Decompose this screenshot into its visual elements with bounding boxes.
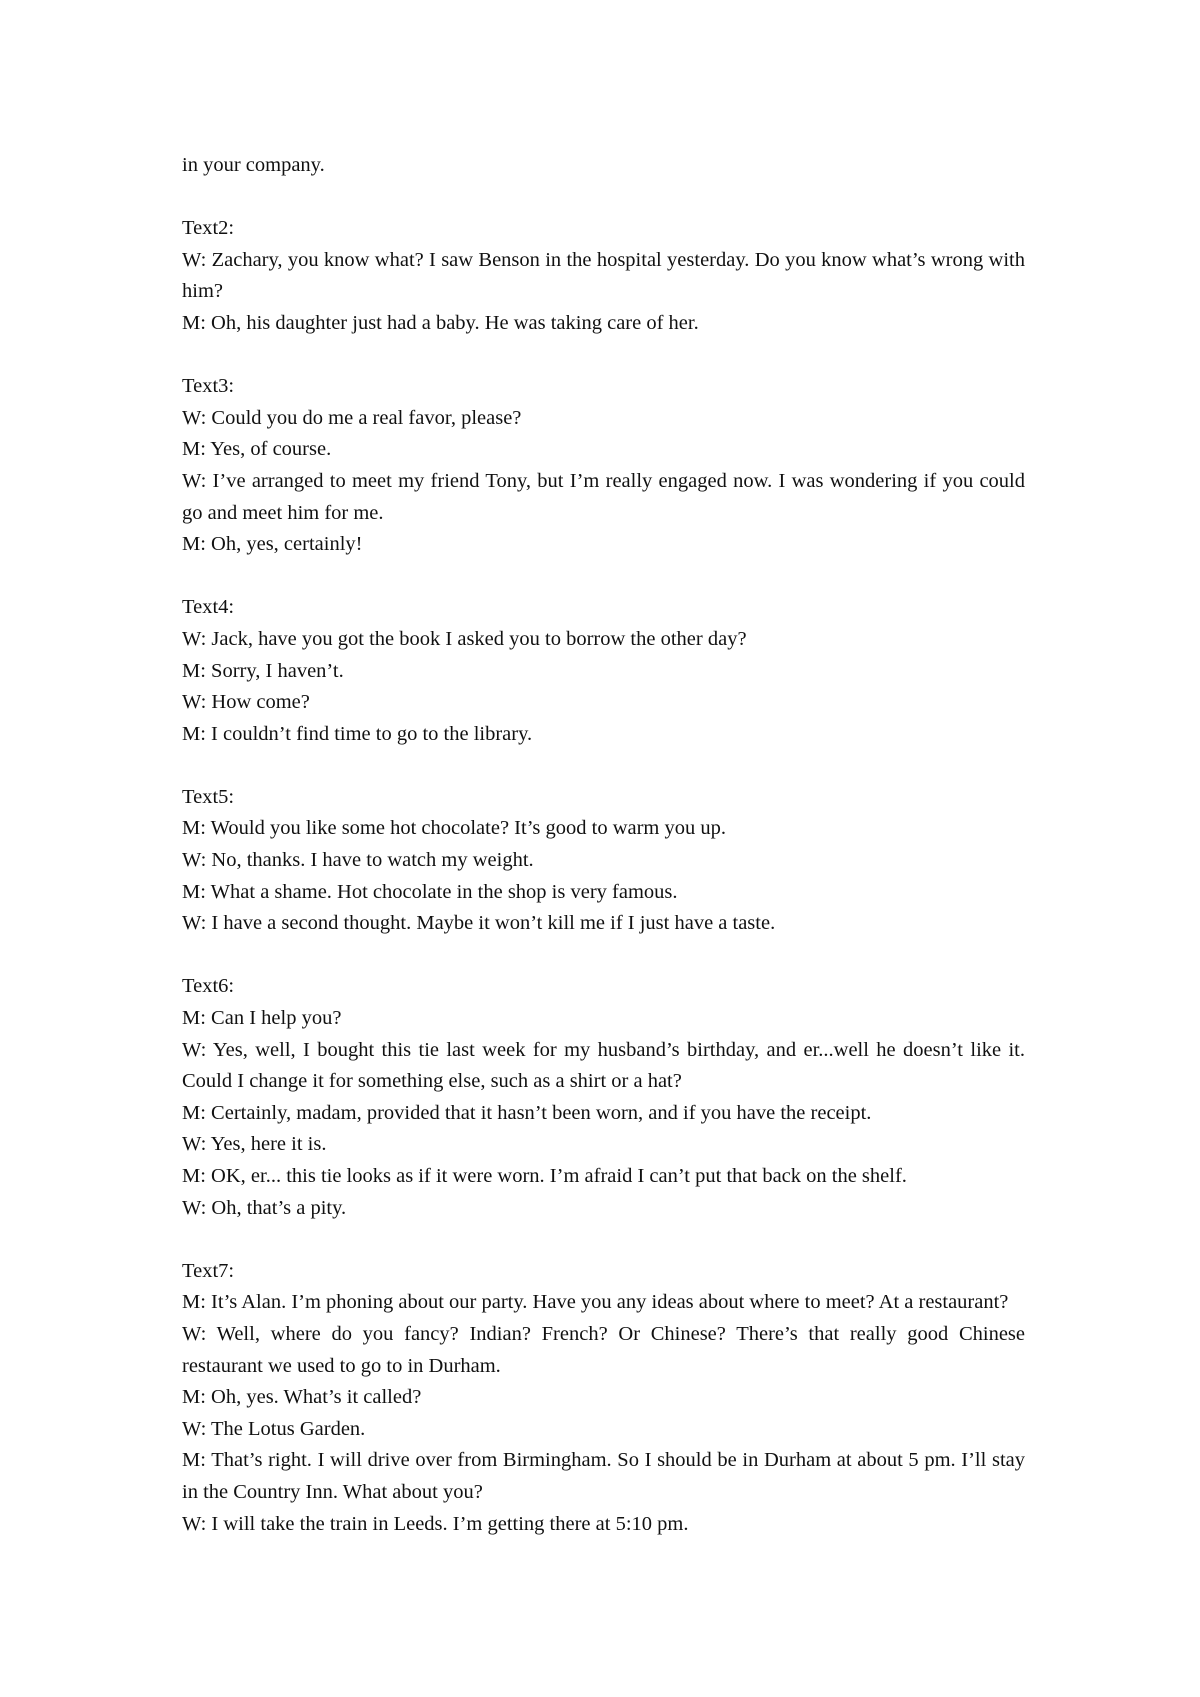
dialogue-line: M: It’s Alan. I’m phoning about our party. Have you any ideas about where to meet? At a restaurant? <box>182 1291 1009 1314</box>
dialogue-line: M: Can I help you? <box>182 1007 342 1030</box>
dialogue-line: M: Oh, yes, certainly! <box>182 533 363 556</box>
dialogue-line: M: What a shame. Hot chocolate in the shop is very famous. <box>182 880 678 903</box>
section-text6 <box>182 971 1025 1224</box>
section-text7 <box>182 1256 1025 1540</box>
section-heading: Text3: <box>182 375 235 398</box>
document-page <box>182 150 1025 1540</box>
dialogue-line: W: The Lotus Garden. <box>182 1417 366 1440</box>
dialogue-line: W: Zachary, you know what? I saw Benson in the hospital yesterday. Do you know what’s wrong with him? <box>182 248 1025 303</box>
dialogue-line: M: Would you like some hot chocolate? It’s good to warm you up. <box>182 817 726 840</box>
dialogue-line: W: I’ve arranged to meet my friend Tony, but I’m really engaged now. I was wondering if you could go and meet him for me. <box>182 469 1025 524</box>
dialogue-line: M: That’s right. I will drive over from Birmingham. So I should be in Durham at about 5 pm. I’ll stay in the Country Inn. What about you? <box>182 1449 1025 1503</box>
dialogue-line: W: Jack, have you got the book I asked you to borrow the other day? <box>182 627 747 650</box>
section-heading: Text6: <box>182 975 235 998</box>
section-heading: Text7: <box>182 1259 235 1282</box>
dialogue-line: M: Oh, his daughter just had a baby. He was taking care of her. <box>182 311 699 334</box>
dialogue-line: W: Oh, that’s a pity. <box>182 1196 347 1219</box>
section-heading: Text4: <box>182 596 235 619</box>
section-heading: Text5: <box>182 785 235 808</box>
section-heading: Text2: <box>182 217 235 240</box>
dialogue-line: M: Oh, yes. What’s it called? <box>182 1386 422 1409</box>
dialogue-line: M: Yes, of course. <box>182 438 332 461</box>
dialogue-line: W: How come? <box>182 691 310 714</box>
dialogue-line: W: Yes, well, I bought this tie last week for my husband’s birthday, and er...well he doesn’t like it. Could I change it for something else, such as a shirt or a hat? <box>182 1038 1025 1093</box>
dialogue-line: W: Could you do me a real favor, please? <box>182 406 522 429</box>
dialogue-line: W: Yes, here it is. <box>182 1133 327 1156</box>
dialogue-line: W: Well, where do you fancy? Indian? French? Or Chinese? There’s that really good Chinese restaurant we used to go to in Durham. <box>182 1322 1025 1377</box>
section-text3 <box>182 371 1025 561</box>
dialogue-line: M: Sorry, I haven’t. <box>182 659 344 682</box>
intro-line: in your company. <box>182 154 325 176</box>
dialogue-line: M: Certainly, madam, provided that it hasn’t been worn, and if you have the receipt. <box>182 1101 872 1124</box>
section-text2 <box>182 213 1025 339</box>
section-text5 <box>182 782 1025 940</box>
dialogue-line: W: I have a second thought. Maybe it won’t kill me if I just have a taste. <box>182 912 776 935</box>
dialogue-line: M: I couldn’t find time to go to the library. <box>182 722 533 745</box>
dialogue-line: W: I will take the train in Leeds. I’m getting there at 5:10 pm. <box>182 1512 689 1535</box>
dialogue-line: M: OK, er... this tie looks as if it were worn. I’m afraid I can’t put that back on the shelf. <box>182 1165 907 1187</box>
dialogue-line: W: No, thanks. I have to watch my weight. <box>182 849 534 872</box>
section-text4 <box>182 592 1025 750</box>
